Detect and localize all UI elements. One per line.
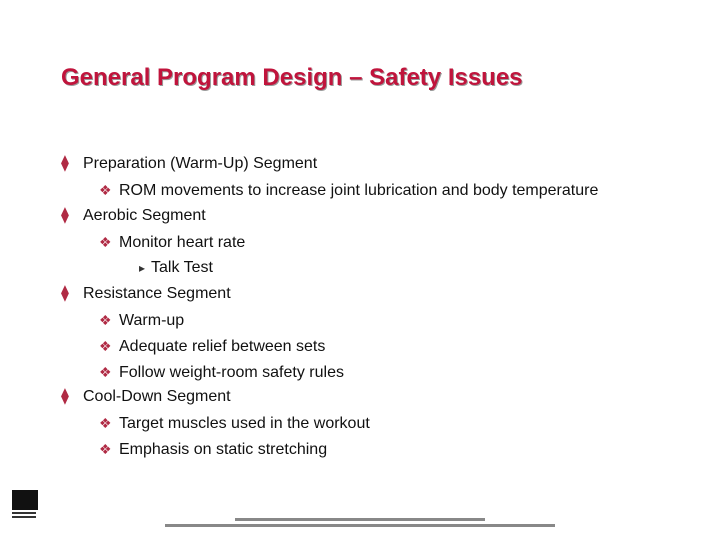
list-item-text: Aerobic Segment: [83, 207, 206, 224]
clover-bullet-icon: ❖: [99, 234, 112, 250]
list-item-text: Preparation (Warm-Up) Segment: [83, 155, 318, 172]
list-item-text: Emphasis on static stretching: [119, 441, 328, 458]
clover-bullet-icon: ❖: [99, 182, 112, 198]
list-item-text: Talk Test: [151, 259, 213, 276]
list-item: [99, 308, 184, 332]
list-item: [61, 282, 231, 306]
list-item-text: ROM movements to increase joint lubrication and body temperature: [119, 182, 599, 199]
clover-bullet-icon: ❖: [99, 441, 112, 457]
list-item: [99, 437, 327, 461]
logo-mark: [12, 490, 38, 510]
list-item-text: Monitor heart rate: [119, 234, 246, 251]
list-item-text: Resistance Segment: [83, 285, 231, 302]
clover-bullet-icon: ❖: [99, 364, 112, 380]
list-item: [139, 256, 213, 280]
copyright-footer: [160, 518, 560, 527]
diamond-bullet-icon: ⧫: [61, 285, 69, 302]
list-item: [61, 385, 231, 409]
clover-bullet-icon: ❖: [99, 338, 112, 354]
publisher-logo: [12, 490, 40, 522]
list-item: [61, 204, 206, 228]
list-item: [99, 230, 245, 254]
list-item-text: Warm-up: [119, 312, 185, 329]
diamond-bullet-icon: ⧫: [61, 207, 69, 224]
list-item-text: Cool-Down Segment: [83, 388, 231, 405]
diamond-bullet-icon: ⧫: [61, 155, 69, 172]
clover-bullet-icon: ❖: [99, 415, 112, 431]
list-item: [99, 411, 370, 435]
list-item: [61, 152, 317, 176]
list-item: [99, 178, 598, 202]
list-item: [99, 360, 344, 384]
clover-bullet-icon: ❖: [99, 312, 112, 328]
logo-wordmark: [12, 512, 40, 518]
slide-title: General Program Design – Safety Issues: [61, 64, 523, 91]
diamond-bullet-icon: ⧫: [61, 388, 69, 405]
list-item-text: Target muscles used in the workout: [119, 415, 370, 432]
triangle-bullet-icon: ▸: [139, 261, 146, 275]
list-item-text: Follow weight-room safety rules: [119, 364, 344, 381]
list-item: [99, 334, 325, 358]
list-item-text: Adequate relief between sets: [119, 338, 326, 355]
